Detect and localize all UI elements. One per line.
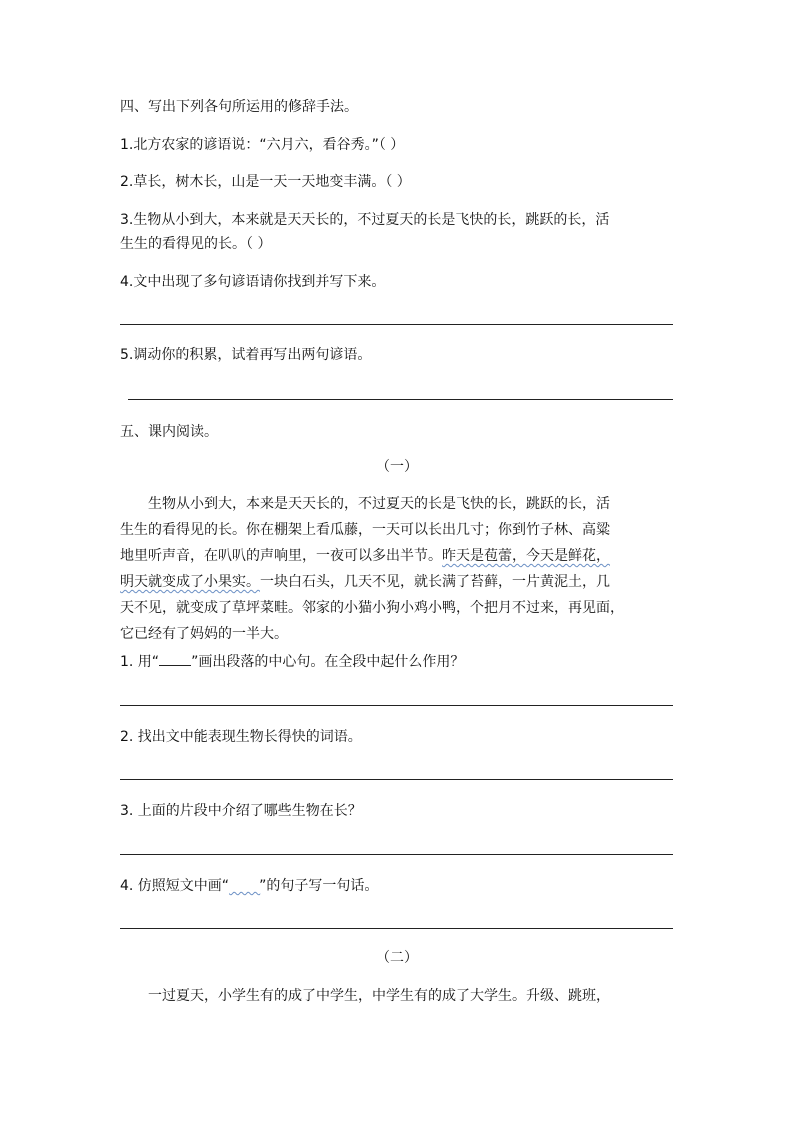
answer-line-5-4[interactable] (120, 928, 673, 929)
part2-passage-line: 一过夏天，小学生有的成了中学生，中学生有的成了大学生。升级、跳班， (148, 988, 610, 1004)
reading-passage (120, 491, 680, 647)
question-4-5: 5.调动你的积累，试着再写出两句谚语。 (120, 347, 372, 363)
answer-line-5-3[interactable] (120, 854, 673, 855)
question-4-3-line1: 3.生物从小到大，本来就是天天长的，不过夏天的长是飞快的长，跳跃的长，活 (120, 212, 610, 228)
section5-heading: 五、课内阅读。 (120, 424, 218, 440)
question-5-4-suffix: ”的句子写一句话。 (259, 878, 379, 894)
question-4-3-line2: 生生的看得见的长。（ ） (120, 236, 272, 252)
answer-line-4-5[interactable] (128, 399, 673, 400)
question-5-2: 2. 找出文中能表现生物长得快的词语。 (120, 729, 362, 745)
question-5-1 (120, 652, 464, 672)
question-5-1-prefix: 1. 用“ (120, 654, 160, 670)
wavy-underlined-sentence: 昨天是苞蕾，今天是鲜花， (442, 548, 610, 564)
question-4-2: 2.草长，树木长，山是一天一天地变丰满。（ ） (120, 174, 411, 190)
straight-line-symbol (159, 653, 191, 666)
passage-line (120, 569, 680, 595)
section4-heading: 四、写出下列各句所运用的修辞手法。 (120, 99, 358, 115)
question-5-1-suffix: ”画出段落的中心句。在全段中起什么作用？ (191, 654, 465, 670)
question-5-4 (120, 876, 378, 896)
question-5-3: 3. 上面的片段中介绍了哪些生物在长？ (120, 803, 362, 819)
passage-text: 地里听声音，在叭叭的声响里，一夜可以多出半节。 (120, 548, 442, 564)
question-4-1: 1.北方农家的谚语说：“六月六，看谷秀。”（ ） (120, 137, 405, 153)
wavy-underlined-sentence: 明天就变成了小果实。 (120, 574, 260, 590)
part2-title: （二） (376, 950, 418, 966)
answer-line-4-4[interactable] (120, 324, 673, 325)
passage-line: 生物从小到大，本来是天天长的，不过夏天的长是飞快的长，跳跃的长，活 (148, 496, 610, 512)
wavy-line-symbol: ​ (229, 878, 261, 894)
answer-line-5-2[interactable] (120, 779, 673, 780)
part1-title: （一） (376, 459, 418, 475)
answer-line-5-1[interactable] (120, 705, 673, 706)
passage-text: 一块白石头，几天不见，就长满了苔藓，一片黄泥土，几 (260, 574, 610, 590)
passage-line: 生生的看得见的长。你在棚架上看瓜藤，一天可以长出几寸；你到竹子林、高粱 (120, 522, 610, 538)
passage-line: 它已经有了妈妈的一半大。 (120, 626, 288, 642)
passage-line: 天不见，就变成了草坪菜畦。邻家的小猫小狗小鸡小鸭，个把月不过来，再见面， (120, 600, 624, 616)
question-5-4-prefix: 4. 仿照短文中画“ (120, 878, 230, 894)
passage-line (120, 543, 680, 569)
question-4-4: 4.文中出现了多句谚语请你找到并写下来。 (120, 274, 386, 290)
